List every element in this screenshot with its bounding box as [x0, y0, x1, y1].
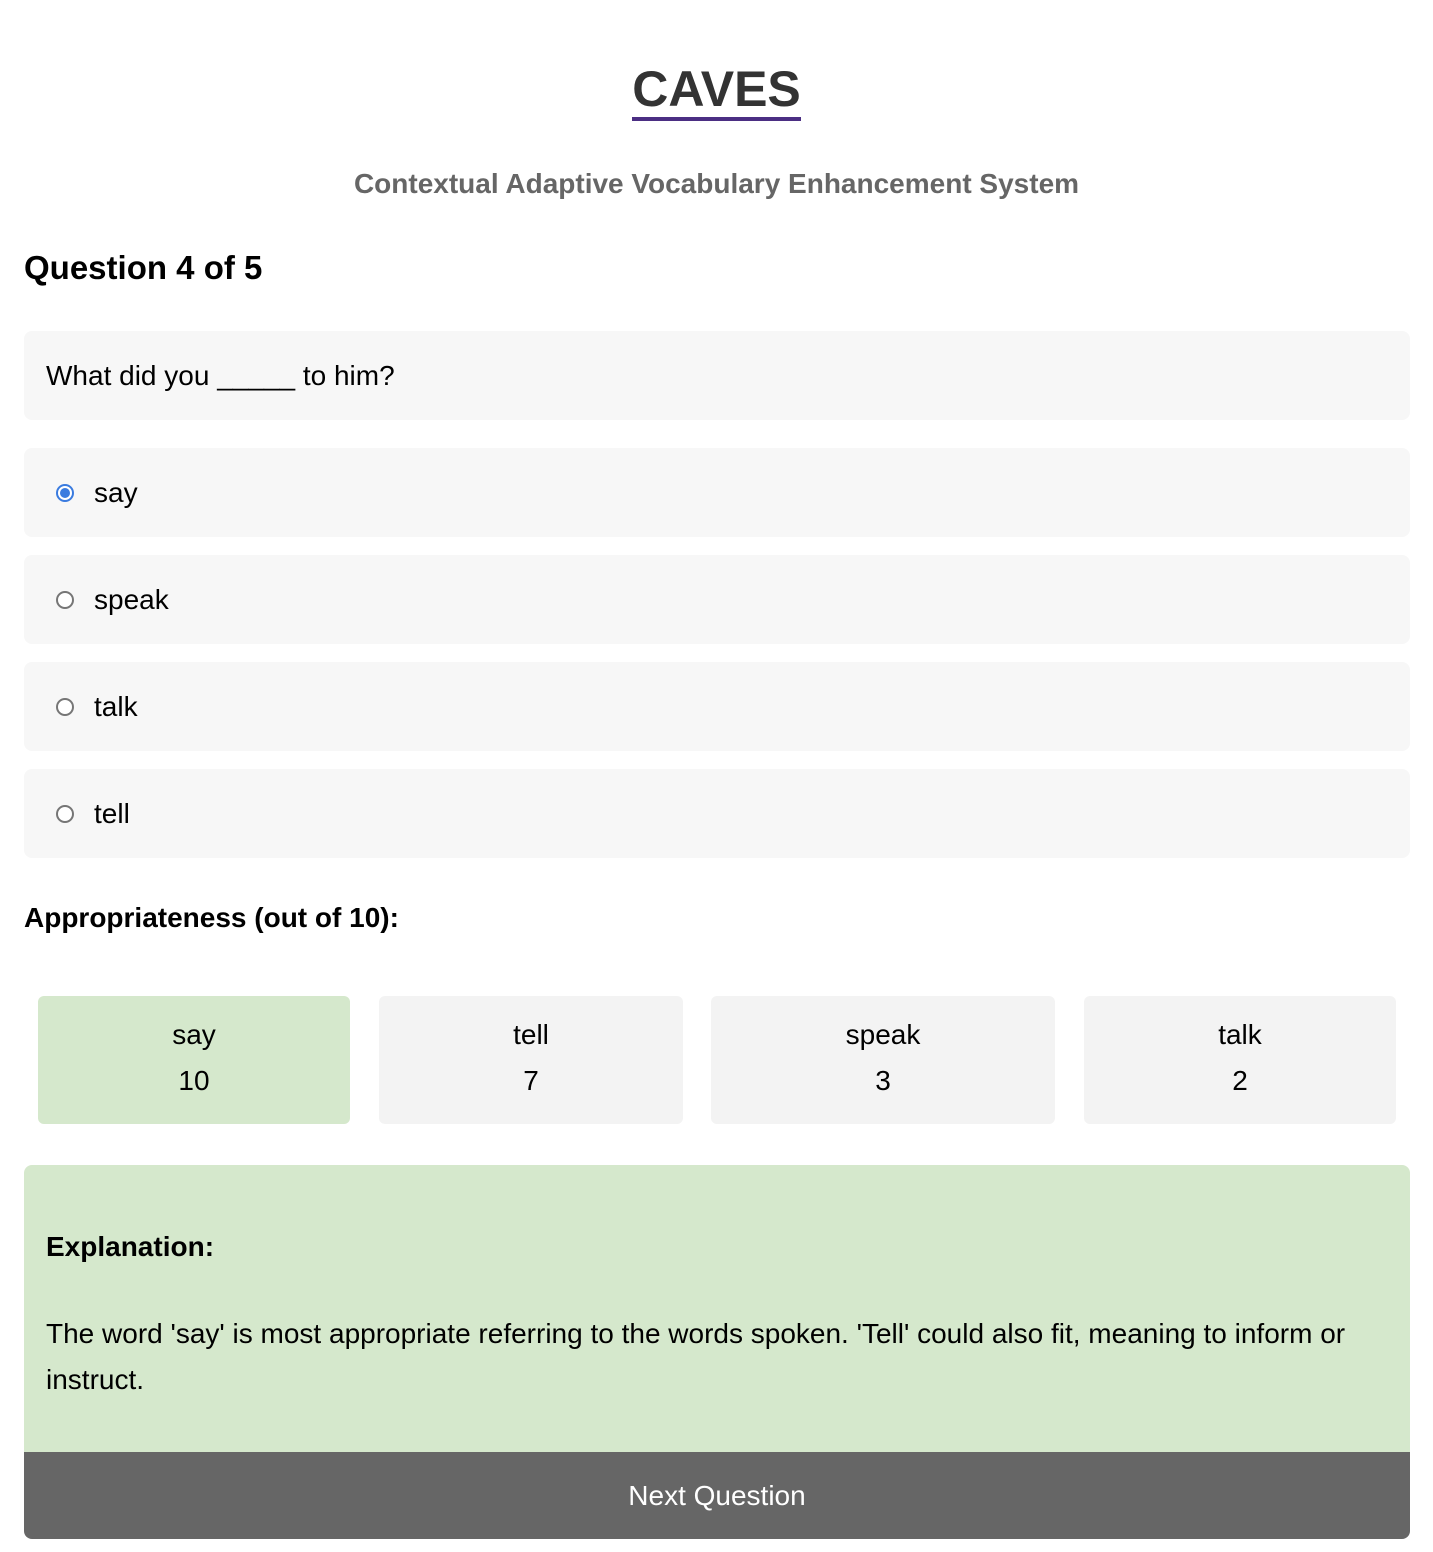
score-card-talk [1084, 996, 1396, 1124]
option-label: talk [94, 690, 138, 722]
radio-say[interactable] [56, 484, 74, 502]
score-value: 7 [523, 1065, 539, 1096]
score-value: 10 [178, 1065, 210, 1096]
score-card-say [38, 996, 350, 1124]
option-label: tell [94, 797, 130, 829]
explanation-box [24, 1165, 1410, 1452]
score-card-tell [379, 996, 683, 1124]
option-label: speak [94, 583, 169, 615]
option-say[interactable] [24, 448, 1410, 537]
score-value: 2 [1232, 1065, 1248, 1096]
question-text-box [24, 331, 1410, 420]
explanation-heading: Explanation: [46, 1231, 215, 1262]
question-text: What did you _____ to him? [46, 359, 395, 391]
page-title [0, 62, 1433, 117]
option-tell[interactable] [24, 769, 1410, 858]
option-label: say [94, 476, 138, 508]
option-talk[interactable] [24, 662, 1410, 751]
appropriateness-label: Appropriateness (out of 10): [24, 902, 399, 933]
title-link[interactable]: CAVES [632, 61, 801, 121]
score-card-speak [711, 996, 1055, 1124]
score-word: tell [513, 1019, 549, 1050]
page-subtitle: Contextual Adaptive Vocabulary Enhancement System [353, 168, 1080, 199]
radio-speak[interactable] [56, 591, 74, 609]
radio-talk[interactable] [56, 698, 74, 716]
radio-tell[interactable] [56, 805, 74, 823]
next-question-button[interactable]: Next Question [24, 1452, 1410, 1539]
question-counter: Question 4 of 5 [24, 249, 263, 286]
explanation-text: The word 'say' is most appropriate referring to the words spoken. 'Tell' could also fit, meaning to inform or instruct. [46, 1318, 1346, 1395]
option-speak[interactable] [24, 555, 1410, 644]
score-word: talk [1218, 1019, 1262, 1050]
score-value: 3 [875, 1065, 891, 1096]
score-word: speak [845, 1019, 921, 1050]
score-word: say [172, 1019, 216, 1050]
